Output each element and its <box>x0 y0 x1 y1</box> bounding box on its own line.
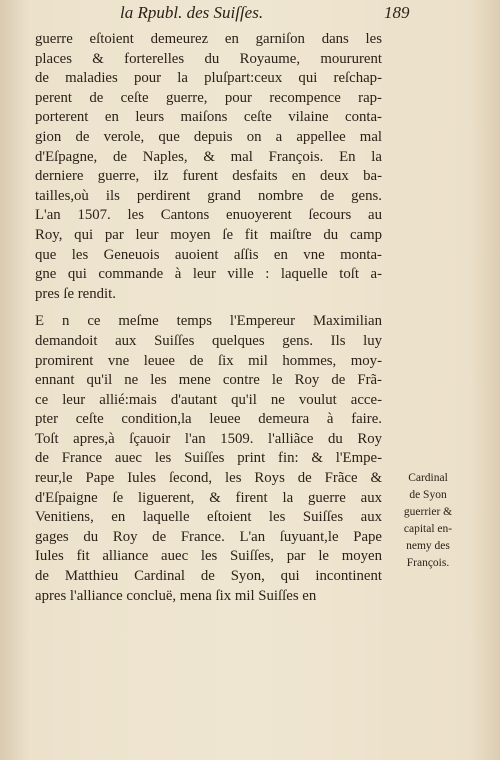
text-line: promirent vne leuee de ſix mil hommes, moy- <box>35 352 382 369</box>
text-line: gion de verole, que depuis on a appellee mal <box>35 128 382 145</box>
text-line: reur,le Pape Iules ſecond, les Roys de Frãce & <box>35 470 382 487</box>
text-line: de maladies pour la pluſpart:ceux qui reſchap- <box>35 70 382 87</box>
text-line: gages du Roy de France. L'an ſuyuant,le Pape <box>35 528 382 545</box>
text-line: guerre eſtoient demeurez en garniſon dans les <box>35 31 382 47</box>
text-line: ennant qu'il ne les mene contre le Roy de Frã- <box>35 372 382 389</box>
text-line: porterent en leurs maiſons ceſte vilaine conta- <box>35 109 382 126</box>
margin-note-line: nemy des <box>406 540 450 552</box>
text-line: pter ceſte condition,la leuee demeura à faire. <box>35 411 382 428</box>
paragraph-1 <box>35 30 382 304</box>
text-line: d'Eſpaigne ſe liguerent, & firent la guerre aux <box>35 489 382 506</box>
text-line: gne qui commande à leur ville : laquelle toſt a- <box>35 266 382 283</box>
text-line: perent de ceſte guerre, pour recompence rap- <box>35 89 382 106</box>
text-line: E n ce meſme temps l'Empereur Maximilian <box>35 313 382 330</box>
text-line: Roy, qui par leur moyen ſe fit maiſtre du camp <box>35 226 382 243</box>
margin-note-line: capital en- <box>403 523 453 535</box>
body-text <box>35 30 382 606</box>
paragraph-gap <box>35 304 382 312</box>
text-line: Venitiens, en laquelle eſtoient les Suiſſes aux <box>35 509 382 526</box>
margin-note <box>388 470 468 572</box>
running-title: la Rpubl. des Suiſſes. <box>120 3 264 22</box>
paragraph-2 <box>35 312 382 606</box>
text-line: d'Eſpagne, de Naples, & mal François. En la <box>35 148 382 165</box>
text-line: ce leur allié:mais d'autant qu'il ne voulut acce- <box>35 391 382 408</box>
margin-note-line: François. <box>406 557 450 569</box>
text-line: derniere guerre, ilz furent desfaits en deux ba- <box>35 168 382 185</box>
text-line: apres l'alliance concluë, mena ſix mil Suiſſes en <box>35 587 317 604</box>
text-line: Toſt apres,à ſçauoir l'an 1509. l'alliãce du Roy <box>35 430 382 447</box>
text-line: de France auec les Suiſſes print fin: & l'Empe- <box>35 450 382 467</box>
page-number: 189 <box>384 3 410 22</box>
text-line: L'an 1507. les Cantons enuoyerent ſecours au <box>35 207 382 224</box>
text-line: que les Geneuois auoient aſſis en vne monta- <box>35 246 382 263</box>
text-line: Iules fit alliance auec les Suiſſes, par le moyen <box>35 548 382 565</box>
text-line: de Matthieu Cardinal de Syon, qui incontinent <box>35 568 382 585</box>
text-line: pres ſe rendit. <box>35 285 116 302</box>
margin-note-line: de Syon <box>409 489 447 501</box>
text-line: places & forterelles du Royaume, moururent <box>35 50 382 67</box>
text-line: tailles,où ils perdirent grand nombre de gens. <box>35 187 382 204</box>
text-line: demandoit aux Suiſſes quelques gens. Ils luy <box>35 332 382 349</box>
margin-note-line: Cardinal <box>408 472 448 484</box>
margin-note-line: guerrier & <box>403 506 453 518</box>
